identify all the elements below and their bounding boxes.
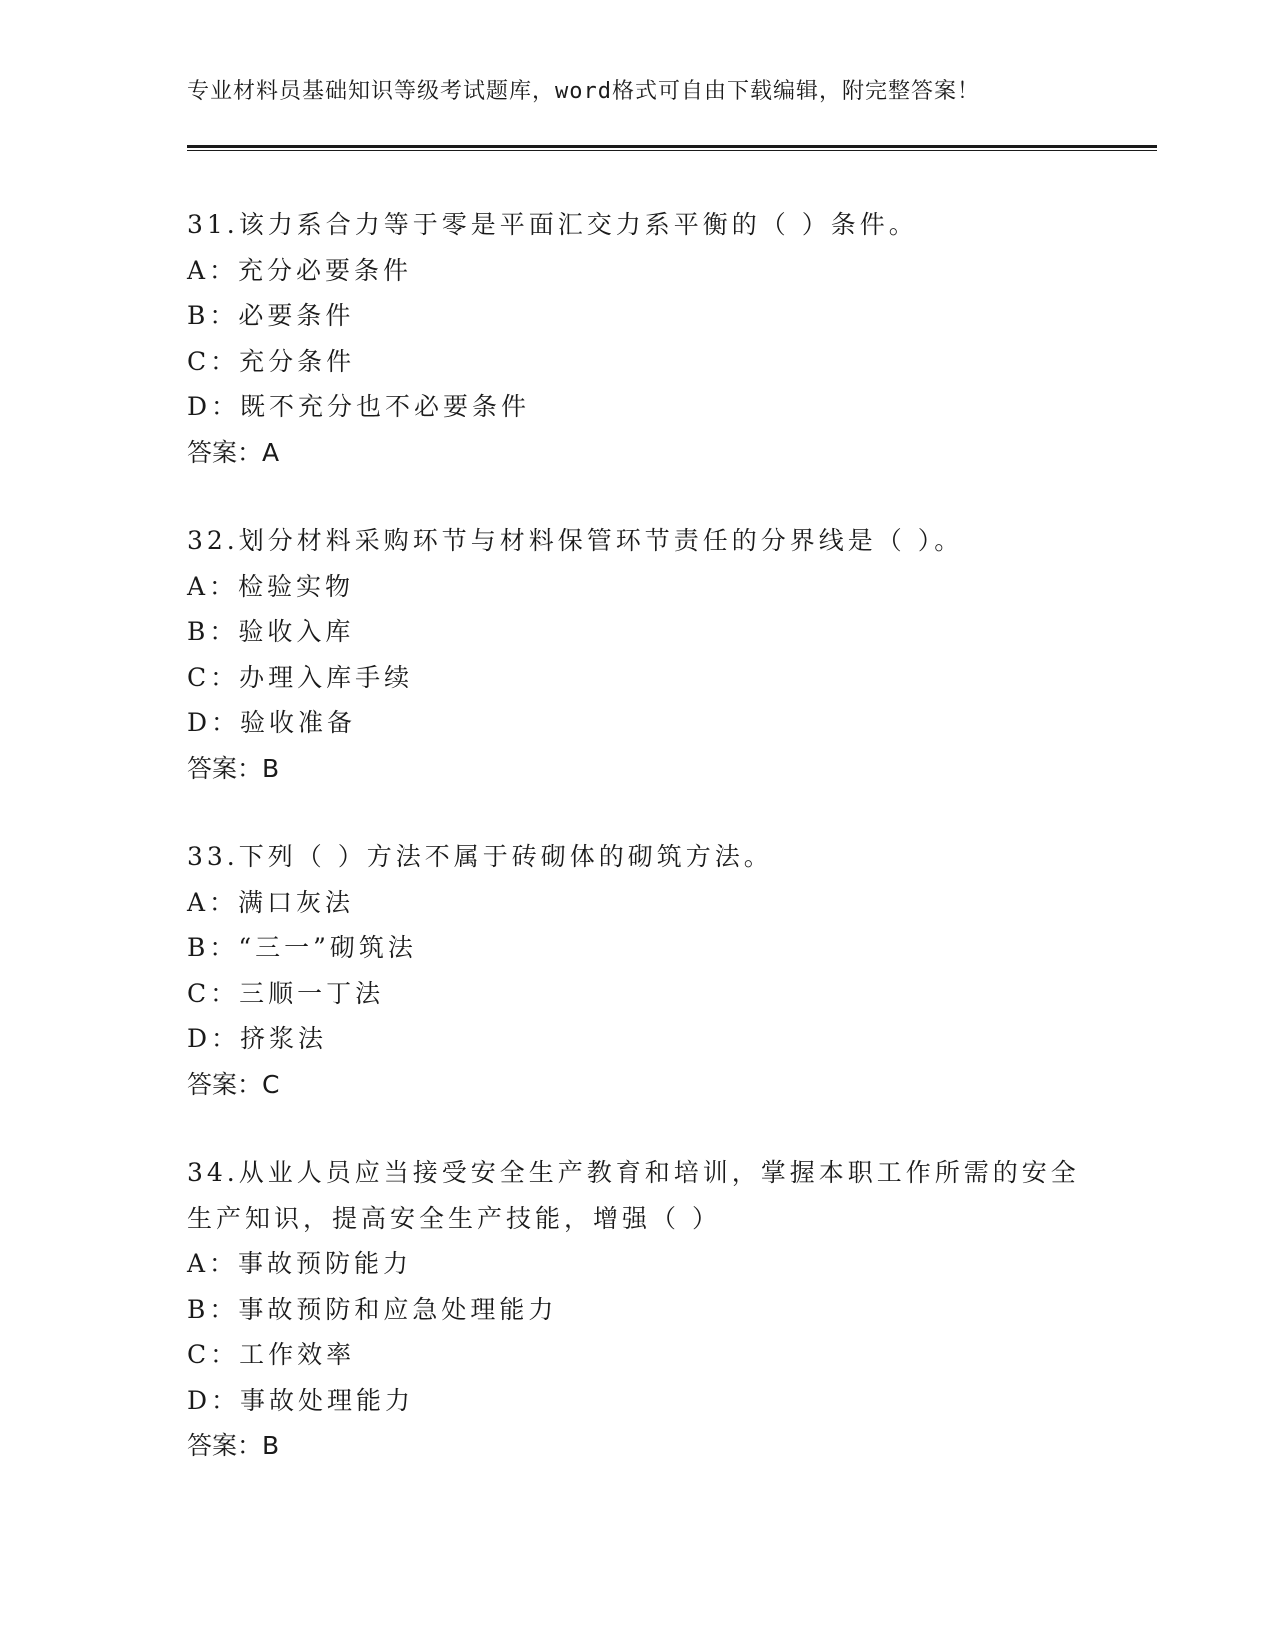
option-b: B：验收入库 [187,617,355,646]
option-b: B：事故预防和应急处理能力 [187,1294,558,1324]
option-c: C：办理入库手续 [187,662,414,692]
question-list [187,202,1097,1512]
option-c: C：工作效率 [187,1340,356,1369]
answer-line: 答案：B [187,1431,280,1460]
question-stem: 33.下列（ ）方法不属于砖砌体的砌筑方法。 [187,842,773,871]
option-b: B：必要条件 [187,301,355,330]
option-d: D：事故处理能力 [187,1385,415,1415]
answer-line: 答案：A [187,437,280,467]
answer-line: 答案：C [187,1069,280,1099]
question-33 [187,834,1097,1107]
option-d: D：验收准备 [187,708,357,737]
answer-line: 答案：B [187,753,280,783]
option-c: C：充分条件 [187,346,356,376]
option-d: D：既不充分也不必要条件 [187,392,531,421]
header-rule-thin [187,150,1157,151]
question-stem: 31.该力系合力等于零是平面汇交力系平衡的（ ）条件。 [187,210,918,239]
question-34 [187,1150,1097,1469]
question-32 [187,518,1097,791]
question-31 [187,202,1097,475]
option-a: A：检验实物 [187,571,355,601]
question-stem-line-2: 生产知识，提高安全生产技能，增强（ ） [187,1203,721,1233]
option-c: C：三顺一丁法 [187,978,385,1008]
option-a: A：事故预防能力 [187,1249,413,1278]
option-d: D：挤浆法 [187,1024,328,1053]
question-stem-line-1: 34.从业人员应当接受安全生产教育和培训，掌握本职工作所需的安全 [187,1158,1080,1187]
option-a: A：充分必要条件 [187,255,413,285]
header-rule-thick [187,145,1157,148]
option-a: A：满口灰法 [187,887,355,917]
page-header-title: 专业材料员基础知识等级考试题库，word格式可自由下载编辑，附完整答案！ [187,79,980,104]
question-stem: 32.划分材料采购环节与材料保管环节责任的分界线是（ ）。 [187,526,964,555]
option-b: B：“三一”砌筑法 [187,933,417,962]
